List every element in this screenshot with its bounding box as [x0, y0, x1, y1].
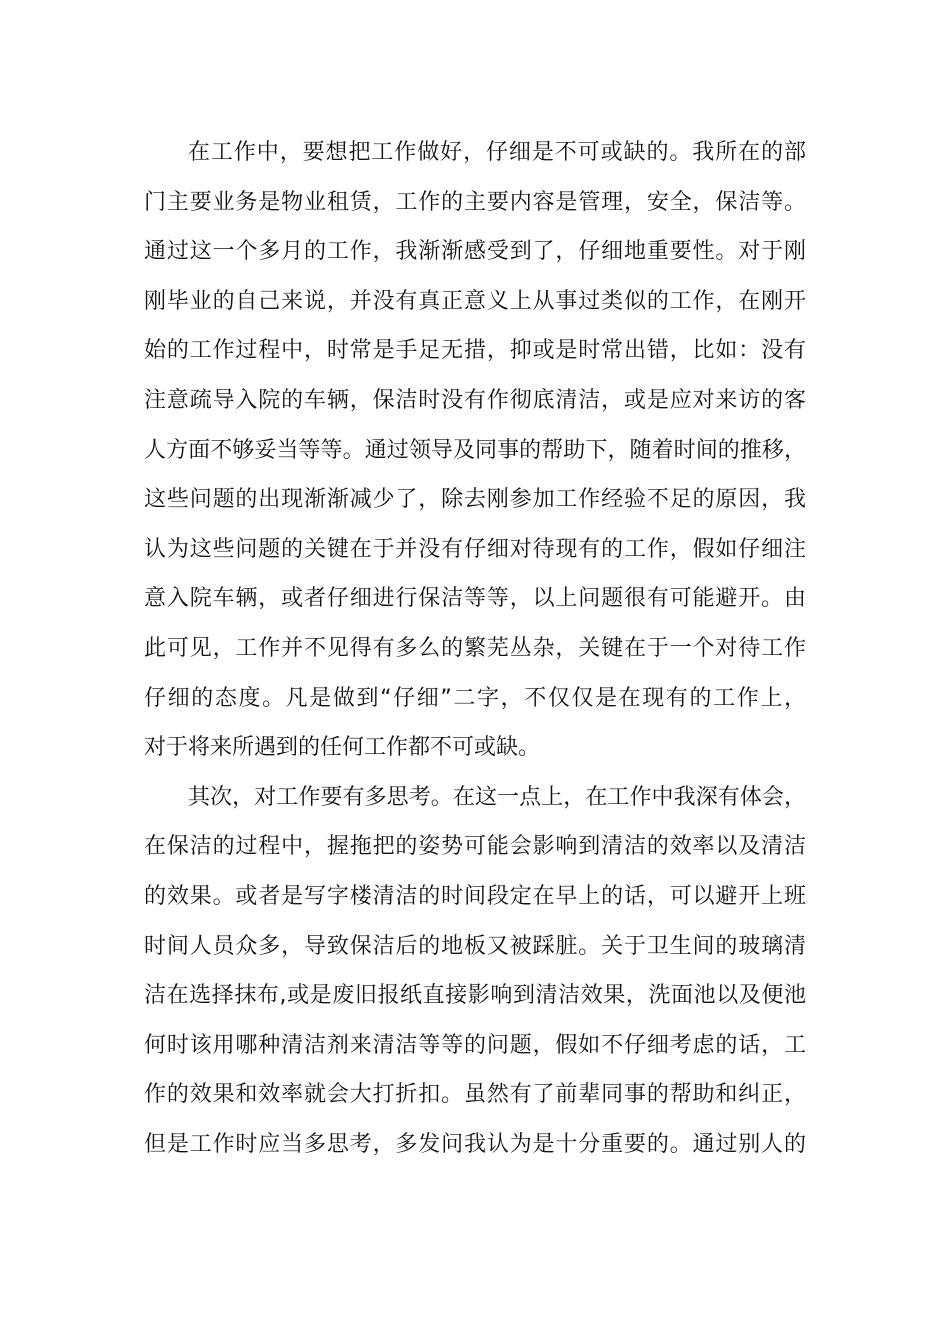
paragraph-2-line-6: 何时该用哪种清洁剂来清洁等等的问题，假如不仔细考虑的话，工 [144, 1032, 806, 1058]
paragraph-1-line-8: 这些问题的出现渐渐减少了，除去刚参加工作经验不足的原因，我 [144, 487, 806, 513]
paragraph-1-line-13: 对于将来所遇到的任何工作都不可或缺。 [144, 735, 541, 761]
paragraph-2-line-1: 其次，对工作要有多思考。在这一点上，在工作中我深有体会， [188, 784, 806, 810]
paragraph-1-line-12: 仔细的态度。凡是做到“仔细”二字，不仅仅是在现有的工作上， [144, 685, 806, 711]
paragraph-2-line-2: 在保洁的过程中，握拖把的姿势可能会影响到清洁的效率以及清洁 [144, 834, 806, 860]
paragraph-1-line-7: 人方面不够妥当等等。通过领导及同事的帮助下，随着时间的推移， [144, 437, 806, 463]
paragraph-1-line-4: 刚毕业的自己来说，并没有真正意义上从事过类似的工作，在刚开 [144, 288, 806, 314]
document-body [144, 128, 806, 1169]
paragraph-1-line-1: 在工作中，要想把工作做好，仔细是不可或缺的。我所在的部 [188, 140, 806, 165]
paragraph-2-line-4: 时间人员众多，导致保洁后的地板又被踩脏。关于卫生间的玻璃清 [144, 933, 806, 959]
paragraph-1-line-10: 意入院车辆，或者仔细进行保洁等等，以上问题很有可能避开。由 [144, 586, 806, 612]
paragraph-1-line-11: 此可见，工作并不见得有多么的繁芜丛杂，关键在于一个对待工作 [144, 635, 806, 661]
paragraph-1-line-9: 认为这些问题的关键在于并没有仔细对待现有的工作，假如仔细注 [144, 536, 806, 562]
paragraph-1-line-3: 通过这一个多月的工作，我渐渐感受到了，仔细地重要性。对于刚 [144, 239, 806, 265]
paragraph-2-line-3: 的效果。或者是写字楼清洁的时间段定在早上的话，可以避开上班 [144, 883, 806, 909]
paragraph-1-line-6: 注意疏导入院的车辆，保洁时没有作彻底清洁，或是应对来访的客 [144, 387, 806, 413]
paragraph-1-line-5: 始的工作过程中，时常是手足无措，抑或是时常出错，比如：没有 [144, 338, 806, 364]
paragraph-2-line-5: 洁在选择抹布,或是废旧报纸直接影响到清洁效果，洗面池以及便池 [144, 983, 806, 1009]
paragraph-2-line-7: 作的效果和效率就会大打折扣。虽然有了前辈同事的帮助和纠正， [144, 1082, 806, 1108]
paragraph-2-line-8: 但是工作时应当多思考，多发问我认为是十分重要的。通过别人的 [144, 1131, 806, 1157]
paragraph-1-line-2: 门主要业务是物业租赁，工作的主要内容是管理，安全，保洁等。 [144, 189, 806, 215]
